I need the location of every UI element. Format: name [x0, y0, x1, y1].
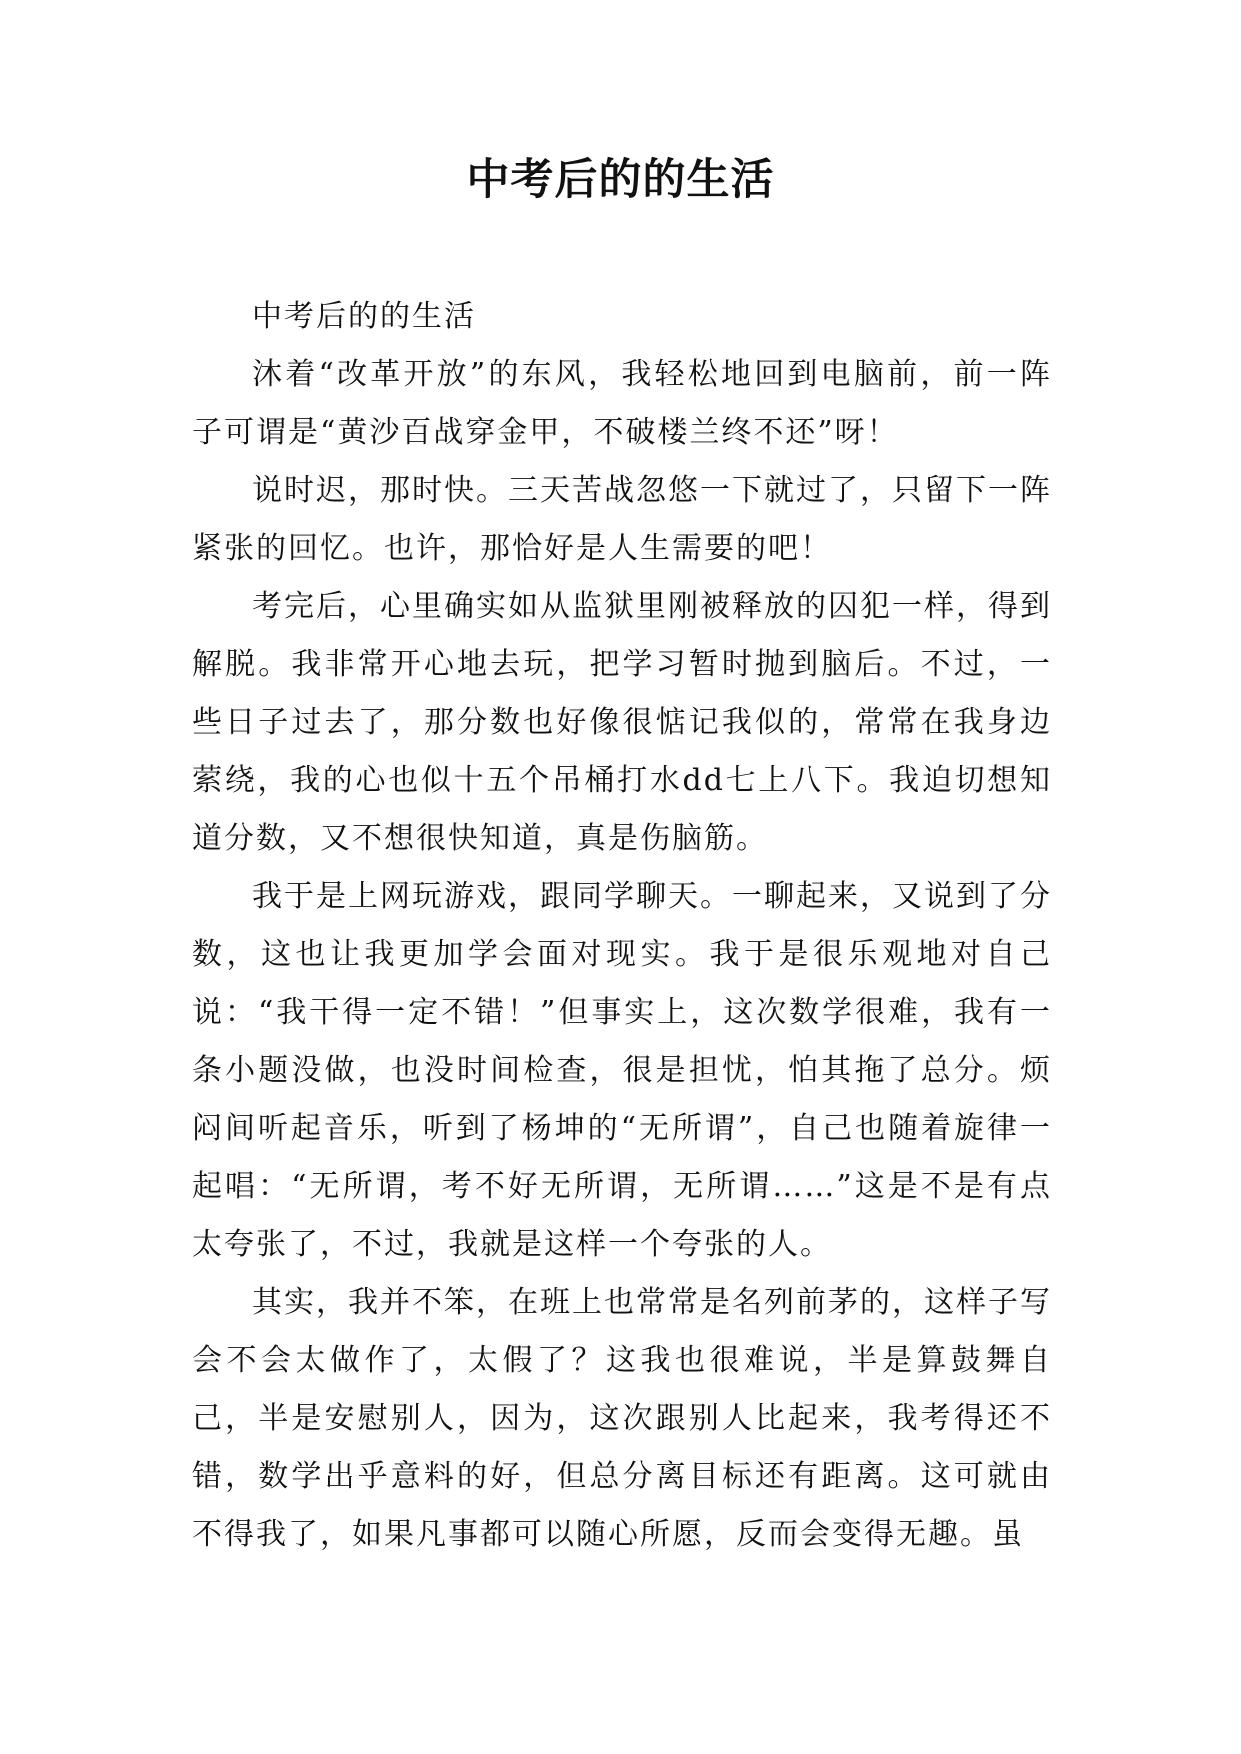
body-paragraph: 其实，我并不笨，在班上也常常是名列前茅的，这样子写会不会太做作了，太假了？这我也很难说，半是算鼓舞自己，半是安慰别人，因为，这次跟别人比起来，我考得还不错，数学出乎意料的好，但总分离目标还有距离。这可就由不得我了，如果凡事都可以随心所愿，反而会变得无趣。虽	[192, 1285, 1052, 1552]
body-paragraph: 中考后的的生活	[252, 299, 476, 334]
body-paragraph: 沐着“改革开放”的东风，我轻松地回到电脑前，前一阵子可谓是“黄沙百战穿金甲，不破楼兰终不还”呀！	[192, 357, 1052, 450]
document-body	[192, 288, 1052, 1564]
body-paragraph: 我于是上网玩游戏，跟同学聊天。一聊起来，又说到了分数，这也让我更加学会面对现实。我于是很乐观地对自己说：“我干得一定不错！”但事实上，这次数学很难，我有一条小题没做，也没时间检查，很是担忧，怕其拖了总分。烦闷间听起音乐，听到了杨坤的“无所谓”，自己也随着旋律一起唱：“无所谓，考不好无所谓，无所谓……”这是不是有点太夸张了，不过，我就是这样一个夸张的人。	[192, 879, 1052, 1262]
document-title: 中考后的的生活	[466, 155, 775, 205]
body-paragraph: 说时迟，那时快。三天苦战忽悠一下就过了，只留下一阵紧张的回忆。也许，那恰好是人生需要的吧！	[192, 473, 1052, 566]
body-paragraph: 考完后，心里确实如从监狱里刚被释放的囚犯一样，得到解脱。我非常开心地去玩，把学习暂时抛到脑后。不过，一些日子过去了，那分数也好像很惦记我似的，常常在我身边萦绕，我的心也似十五个吊桶打水dd七上八下。我迫切想知道分数，又不想很快知道，真是伤脑筋。	[192, 589, 1052, 856]
